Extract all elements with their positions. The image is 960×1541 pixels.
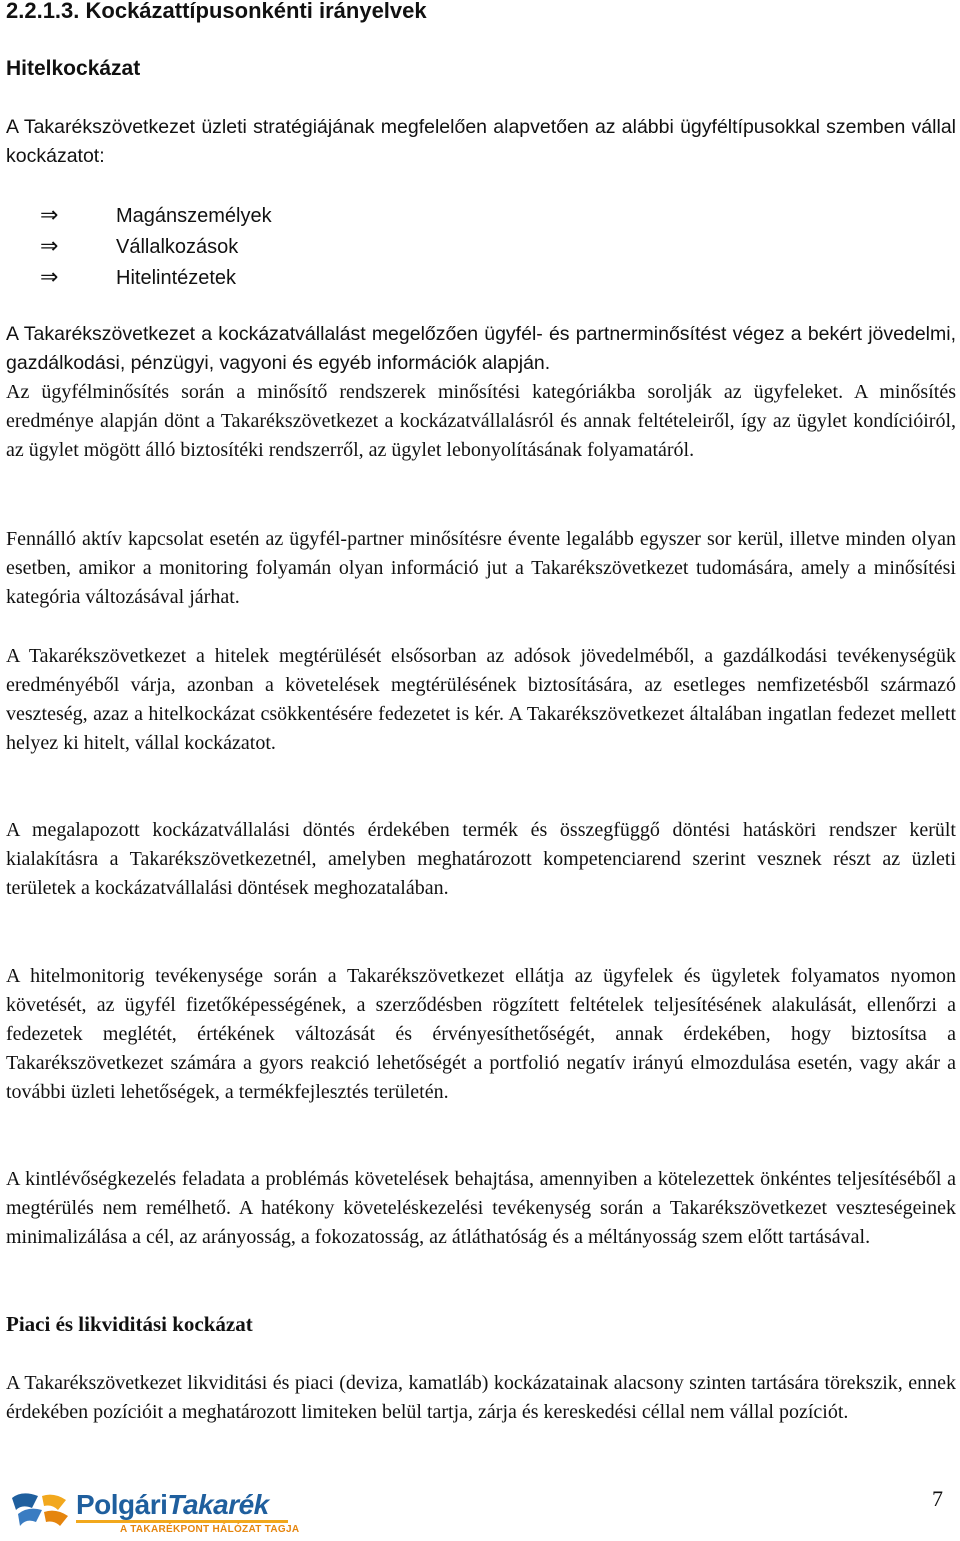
rating-paragraph-2: Az ügyfélminősítés során a minősítő rendszerek minősítési kategóriákba sorolják az ügyfeleket. A minősítés eredménye alapján dönt a Takarékszövetkezet a kockázatvállalásról és annak feltételeiről, így az ügylet kondícióiról, az ügylet mögött álló biztosítéki rendszerről, az ügylet lebonyolításának folyamatáról. [6, 381, 956, 461]
credit-intro-paragraph: A Takarékszövetkezet üzleti stratégiájának megfelelően alapvetően az alábbi ügyféltípusokkal szemben vállal kockázatot: [6, 116, 956, 167]
double-arrow-icon: ⇒ [40, 203, 59, 228]
page-number: 7 [932, 1486, 943, 1511]
monitoring-frequency-paragraph: Fennálló aktív kapcsolat esetén az ügyfél-partner minősítésre évente legalább egyszer sor kerül, illetve minden olyan esetben, amikor a monitoring folyamán olyan információ jut a Takarékszövetkezet tudomására, amely a minősítési kategória változásával járhat. [6, 528, 956, 608]
market-liquidity-heading: Piaci és likviditási kockázat [6, 1312, 253, 1336]
polgari-takarek-emblem-icon [8, 1488, 72, 1532]
list-item: ⇒ Magánszemélyek [40, 200, 272, 231]
list-item: ⇒ Hitelintézetek [40, 262, 272, 293]
polgari-takarek-logo [8, 1484, 298, 1540]
logo-tagline: A TAKARÉKPONT HÁLÓZAT TAGJA [120, 1524, 300, 1535]
collateral-paragraph: A Takarékszövetkezet a hitelek megtérülését elsősorban az adósok jövedelméből, a gazdálkodási tevékenységük eredményéből várja, azonban a követelések megtérülésének biztosítására, az esetleges nemfizetésből származó veszteség, azaz a hitelkockázat csökkentésére fedezetet is kér. A Takarékszövetkezet általában ingatlan fedezet mellett helyez ki hitelt, vállal kockázatot. [6, 645, 956, 754]
logo-underline [76, 1520, 288, 1523]
credit-risk-heading: Hitelkockázat [6, 57, 141, 80]
double-arrow-icon: ⇒ [40, 265, 59, 290]
credit-monitoring-paragraph: A hitelmonitorig tevékenysége során a Takarékszövetkezet ellátja az ügyfelek és ügyletek folyamatos nyomon követését, az ügyfél fizetőképességének, a szerződésben rögzített feltételek teljesítésének alakulását, ellenőrzi a fedezetek meglétét, értékének változását és érvényesíthetőségét, annak érdekében, hogy biztosítsa a Takarékszövetkezet számára a gyors reakció lehetőségét a portfolió negatív irányú elmozdulása esetén, vagy akár a további üzleti lehetőségek, a termékfejlesztés területén. [6, 965, 956, 1103]
debt-collection-paragraph: A kintlévőségkezelés feladata a problémás követelések behajtása, amennyiben a kötelezettek önkéntes teljesítéséből a megtérülés nem remélhető. A hatékony követeléskezelési tevékenység során a Takarékszövetkezet veszteségeinek minimalizálása a cél, az arányosság, a fokozatosság, az átláthatóság és a méltányosság szem előtt tartásával. [6, 1168, 956, 1248]
logo-wordmark: PolgáriTakarék [76, 1489, 269, 1520]
section-heading: 2.2.1.3. Kockázattípusonkénti irányelvek [6, 0, 427, 23]
list-item: ⇒ Vállalkozások [40, 231, 272, 262]
client-type-list [40, 200, 272, 293]
decision-authority-paragraph: A megalapozott kockázatvállalási döntés érdekében termék és összegfüggő döntési hatásköri rendszer került kialakításra a Takarékszövetkezetnél, amelyben meghatározott kompetenciarend szerint vesznek részt az üzleti területek a kockázatvállalási döntések meghozatalában. [6, 819, 956, 899]
rating-paragraph-1: A Takarékszövetkezet a kockázatvállalást megelőzően ügyfél- és partnerminősítést végez a bekért jövedelmi, gazdálkodási, pénzügyi, vagyoni és egyéb információk alapján. [6, 323, 956, 374]
market-liquidity-paragraph: A Takarékszövetkezet likviditási és piaci (deviza, kamatláb) kockázatainak alacsony szinten tartására törekszik, ennek érdekében pozícióit a meghatározott limiteken belül tartja, zárja és kereskedési céllal nem vállal pozíciót. [6, 1372, 956, 1423]
double-arrow-icon: ⇒ [40, 234, 59, 259]
